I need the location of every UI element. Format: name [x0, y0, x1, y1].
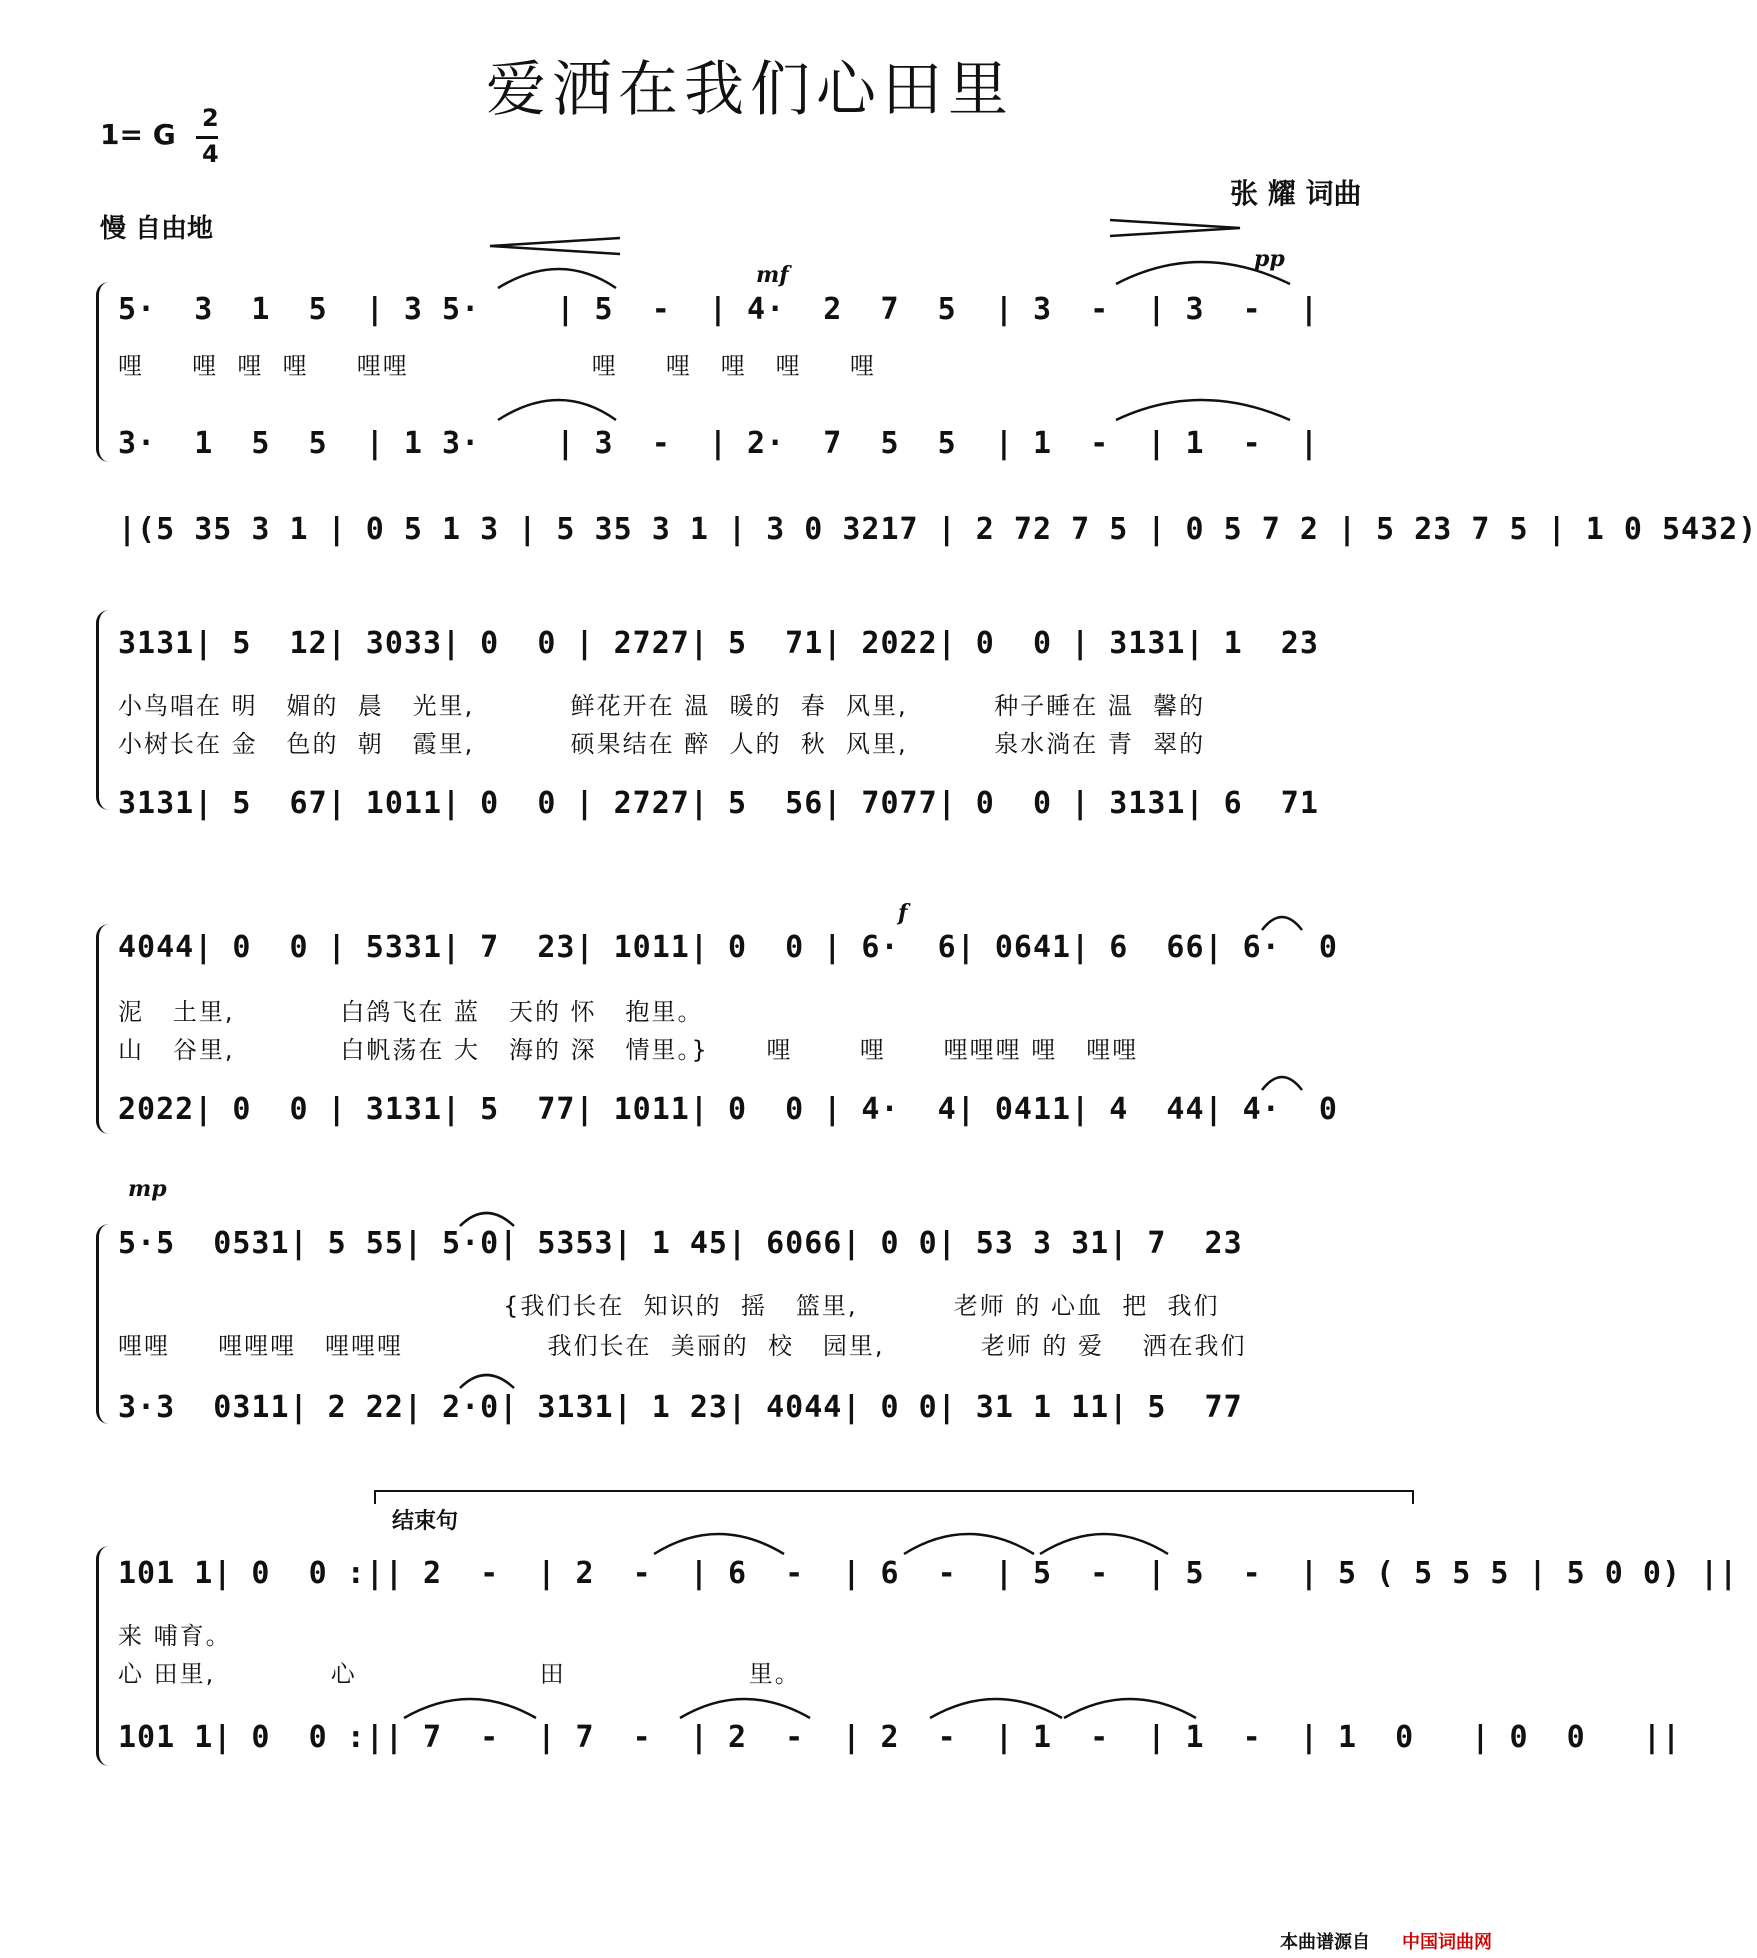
lyrics-line: {我们长在 知识的 摇 篮里, 老师 的 心血 把 我们	[118, 1292, 1220, 1320]
slur	[1116, 262, 1290, 284]
slur	[904, 1534, 1034, 1554]
lyrics-line: 泥 土里, 白鸽飞在 蓝 天的 怀 抱里。	[118, 998, 704, 1026]
lyrics-line: 哩 哩 哩 哩 哩哩 哩 哩 哩 哩 哩	[118, 352, 876, 380]
crescendo-hairpin	[490, 238, 620, 254]
author-credit: 张 耀 词曲	[1230, 177, 1362, 210]
coda-label: 结束句	[392, 1509, 459, 1534]
slur	[460, 1375, 514, 1388]
notation-lower-voice: 3· 1 5 5 | 1 3· | 3 - | 2· 7 5 5 | 1 - | 1 - |	[118, 426, 1319, 461]
notation-lower-voice: 2022| 0 0 | 3131| 5 77| 1011| 0 0 | 4· 4| 0411| 4 44| 4· 0	[118, 1092, 1338, 1127]
tempo-marking: 慢 自由地	[100, 214, 214, 244]
notation-upper-voice: 3131| 5 12| 3033| 0 0 | 2727| 5 71| 2022| 0 0 | 3131| 1 23	[118, 626, 1319, 661]
slur	[1262, 917, 1302, 930]
notation-upper-voice: 5· 3 1 5 | 3 5· | 5 - | 4· 2 7 5 | 3 - | 3 - |	[118, 292, 1319, 327]
dynamic-pp: pp	[1254, 246, 1285, 272]
lyrics-line: 来 哺育。	[118, 1622, 232, 1650]
slur	[930, 1699, 1062, 1718]
lyrics-line: 哩哩 哩哩哩 哩哩哩 我们长在 美丽的 校 园里, 老师 的 爱 洒在我们	[118, 1332, 1247, 1360]
notation-lower-voice: 101 1| 0 0 :|| 7 - | 7 - | 2 - | 2 - | 1 - | 1 - | 1 0 | 0 0 ||	[118, 1720, 1682, 1755]
slur	[1064, 1699, 1196, 1718]
notation-upper-voice: 4044| 0 0 | 5331| 7 23| 1011| 0 0 | 6· 6| 0641| 6 66| 6· 0	[118, 930, 1338, 965]
dynamic-f: f	[898, 900, 908, 926]
dynamic-mp: mp	[128, 1176, 167, 1202]
lyrics-line: 山 谷里, 白帆荡在 大 海的 深 情里。} 哩 哩 哩哩哩 哩 哩哩	[118, 1036, 1139, 1064]
footer-site[interactable]: 中国词曲网	[1402, 1932, 1492, 1953]
lyrics-line: 小鸟唱在 明 媚的 晨 光里, 鲜花开在 温 暖的 春 风里, 种子睡在 温 馨的	[118, 692, 1206, 720]
dynamic-mf: mf	[756, 262, 789, 288]
slur	[404, 1699, 536, 1718]
slur	[460, 1213, 514, 1226]
notation-lower-voice: 3131| 5 67| 1011| 0 0 | 2727| 5 56| 7077| 0 0 | 3131| 6 71	[118, 786, 1319, 821]
lyrics-line: 小树长在 金 色的 朝 霞里, 硕果结在 醉 人的 秋 风里, 泉水淌在 青 翠的	[118, 730, 1206, 758]
slur	[1116, 400, 1290, 420]
notation-upper-voice: 101 1| 0 0 :|| 2 - | 2 - | 6 - | 6 - | 5 - | 5 - | 5 ( 5 5 5 | 5 0 0) ||	[118, 1556, 1739, 1591]
slur	[498, 269, 616, 288]
notation-interlude: |(5 35 3 1 | 0 5 1 3 | 5 35 3 1 | 3 0 3217 | 2 72 7 5 | 0 5 7 2 | 5 23 7 5 | 1 0 5432)	[118, 512, 1757, 547]
slur	[498, 400, 616, 420]
lyrics-line: 心 田里, 心 田 里。	[118, 1660, 801, 1688]
slur	[1040, 1534, 1168, 1554]
footer-source: 本曲谱源自	[1280, 1932, 1370, 1953]
slur	[680, 1699, 810, 1718]
time-signature-bottom: 4	[202, 140, 219, 168]
notation-lower-voice: 3·3 0311| 2 22| 2·0| 3131| 1 23| 4044| 0 0| 31 1 11| 5 77	[118, 1390, 1243, 1425]
decrescendo-hairpin	[1110, 220, 1240, 236]
slur	[1262, 1077, 1302, 1090]
notation-upper-voice: 5·5 0531| 5 55| 5·0| 5353| 1 45| 6066| 0 0| 53 3 31| 7 23	[118, 1226, 1243, 1261]
key-signature: 1= G	[100, 118, 176, 151]
slur	[654, 1534, 784, 1554]
song-title: 爱洒在我们心田里	[486, 55, 1014, 125]
time-signature-top: 2	[202, 104, 219, 132]
